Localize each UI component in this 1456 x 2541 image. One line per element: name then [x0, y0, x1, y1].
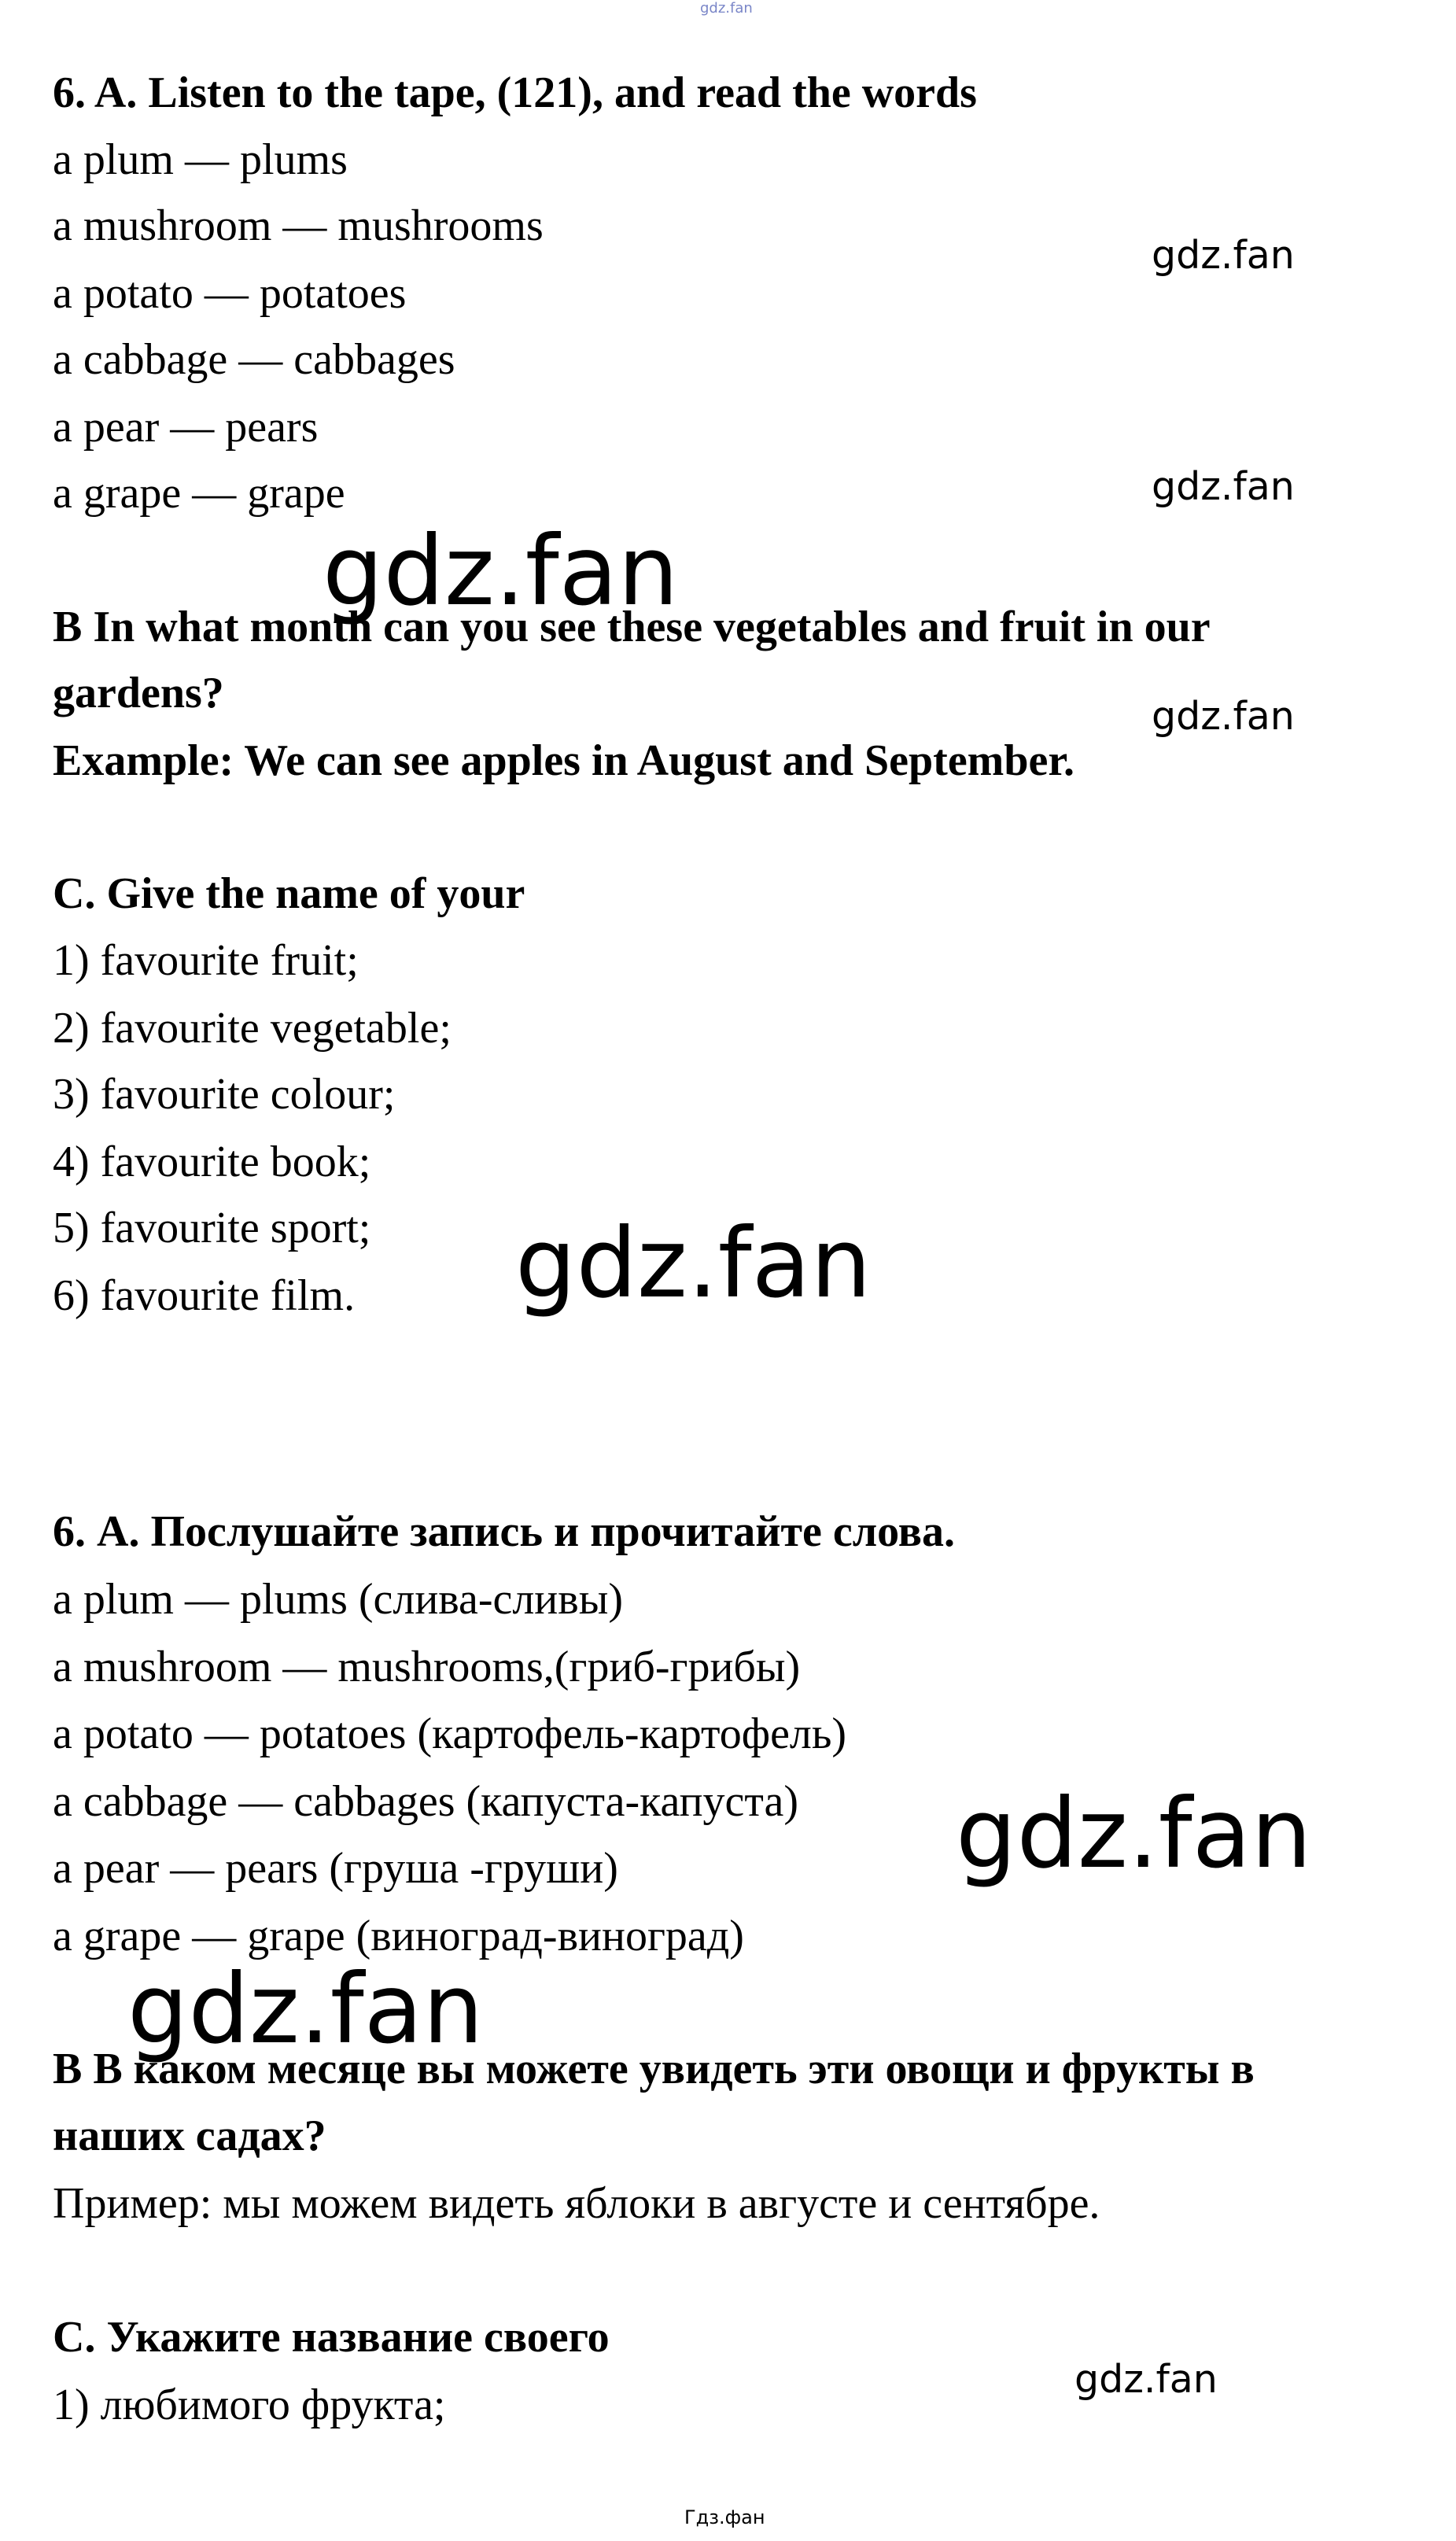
word-pair: a pear — pears	[53, 403, 319, 452]
word-pair-ru: a pear — pears (груша -груши)	[53, 1844, 618, 1893]
word-pair-ru: a potato — potatoes (картофель-картофель)	[53, 1709, 847, 1758]
word-pair-ru: a plum — plums (слива-сливы)	[53, 1575, 623, 1624]
header-watermark: gdz.fan	[700, 0, 753, 17]
task-b-example-ru: Пример: мы можем видеть яблоки в августе и сентябре.	[53, 2179, 1100, 2228]
task-c-title-ru: C. Укажите название своего	[53, 2313, 610, 2362]
watermark-large: gdz.fan	[323, 515, 679, 627]
footer-watermark: Гдз.фан	[684, 2506, 765, 2528]
favourite-item: 5) favourite sport;	[53, 1204, 371, 1252]
word-pair-ru: a mushroom — mushrooms,(гриб-грибы)	[53, 1643, 801, 1691]
watermark-large: gdz.fan	[956, 1778, 1312, 1890]
word-pair: a mushroom — mushrooms	[53, 201, 544, 250]
task-b-question-continued: gardens?	[53, 669, 224, 717]
favourite-item: 1) favourite fruit;	[53, 936, 359, 985]
task-b-question-ru-continued: наших садах?	[53, 2111, 326, 2160]
watermark: gdz.fan	[1152, 464, 1295, 509]
word-pair-ru: a grape — grape (виноград-виноград)	[53, 1912, 744, 1960]
favourite-item: 2) favourite vegetable;	[53, 1004, 452, 1053]
word-pair: a cabbage — cabbages	[53, 335, 455, 384]
word-pair: a potato — potatoes	[53, 269, 407, 318]
watermark-large: gdz.fan	[515, 1208, 872, 1319]
word-pair-ru: a cabbage — cabbages (капуста-капуста)	[53, 1777, 799, 1826]
favourite-item-ru: 1) любимого фрукта;	[53, 2381, 446, 2429]
word-pair: a grape — grape	[53, 469, 345, 518]
task-b-example: Example: We can see apples in August and September.	[53, 736, 1075, 785]
task-a-title-ru: 6. А. Послушайте запись и прочитайте слова.	[53, 1507, 955, 1556]
watermark: gdz.fan	[1152, 233, 1295, 278]
task-a-title: 6. A. Listen to the tape, (121), and read the words	[53, 68, 977, 117]
task-b-question: B In what month can you see these vegetables and fruit in our	[53, 603, 1211, 651]
task-c-title: C. Give the name of your	[53, 869, 525, 918]
favourite-item: 3) favourite colour;	[53, 1070, 396, 1119]
favourite-item: 4) favourite book;	[53, 1138, 371, 1186]
watermark: gdz.fan	[1152, 694, 1295, 739]
word-pair: a plum — plums	[53, 135, 348, 184]
watermark-large: gdz.fan	[127, 1953, 484, 2065]
task-b-question-ru: B В каком месяце вы можете увидеть эти овощи и фрукты в	[53, 2045, 1255, 2093]
watermark: gdz.fan	[1074, 2357, 1218, 2402]
favourite-item: 6) favourite film.	[53, 1271, 356, 1320]
